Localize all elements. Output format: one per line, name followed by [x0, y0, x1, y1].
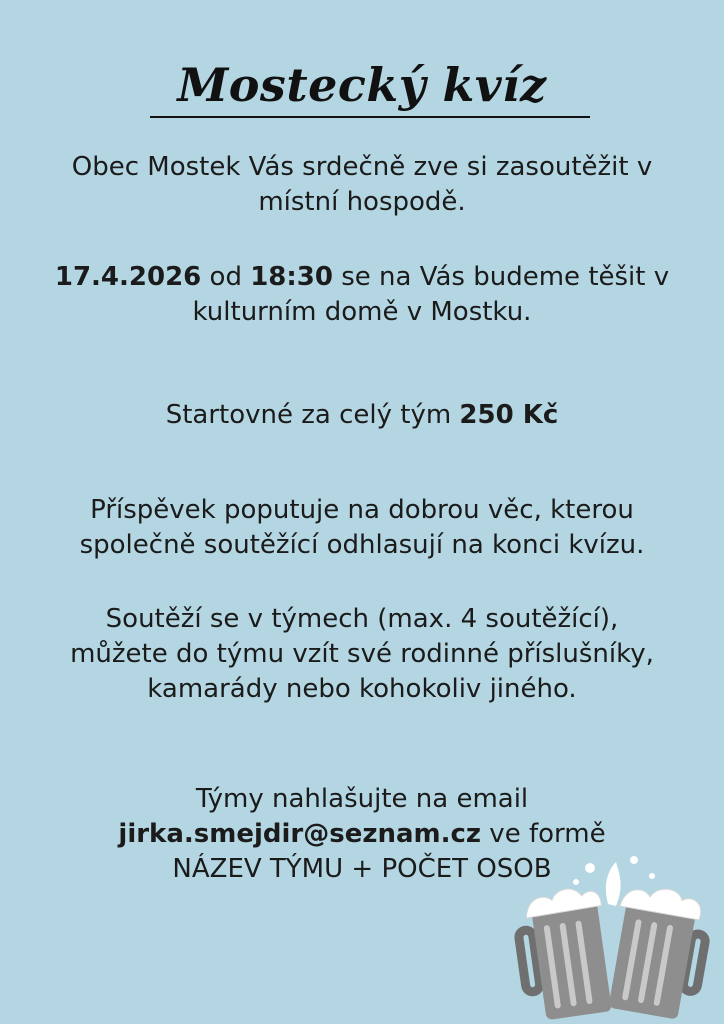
registration-line-3: NÁZEV TÝMU + POČET OSOB: [172, 854, 552, 884]
event-od: od: [201, 262, 251, 292]
intro-text: [0, 150, 724, 220]
teams-line-3: kamarády nebo kohokoliv jiného.: [147, 674, 577, 704]
registration-email: jirka.smejdir@seznam.cz: [118, 819, 482, 849]
entry-fee: [0, 398, 724, 433]
registration-line-1: Týmy nahlašujte na email: [195, 784, 529, 814]
entry-fee-text: Startovné za celý tým: [165, 400, 460, 430]
intro-line-1: Obec Mostek Vás srdečně zve si zasoutěžit v: [71, 152, 653, 182]
teams-line-1: Soutěží se v týmech (max. 4 soutěžící),: [105, 604, 619, 634]
registration-form-text: ve formě: [481, 819, 606, 849]
event-line-1: [0, 260, 724, 295]
teams-text: [0, 602, 724, 707]
entry-fee-amount: 250 Kč: [459, 400, 559, 430]
teams-line-2: můžete do týmu vzít své rodinné příslušníky,: [70, 639, 654, 669]
event-date: 17.4.2026: [54, 262, 202, 292]
intro-line-2: místní hospodě.: [258, 187, 466, 217]
title-underline: [150, 116, 590, 118]
page-title: Mostecký kvíz: [177, 58, 547, 112]
donation-line-2: společně soutěžící odhlasují na konci kvízu.: [79, 530, 645, 560]
event-line-1-rest: se na Vás budeme těšit v: [332, 262, 670, 292]
event-details: [0, 260, 724, 330]
entry-fee-line: [0, 398, 724, 433]
event-line-2: kulturním domě v Mostku.: [192, 297, 532, 327]
donation-text: [0, 493, 724, 563]
donation-line-1: Příspěvek poputuje na dobrou věc, kterou: [90, 495, 634, 525]
beer-mugs-icon: [512, 846, 724, 1024]
event-time: 18:30: [250, 262, 333, 292]
